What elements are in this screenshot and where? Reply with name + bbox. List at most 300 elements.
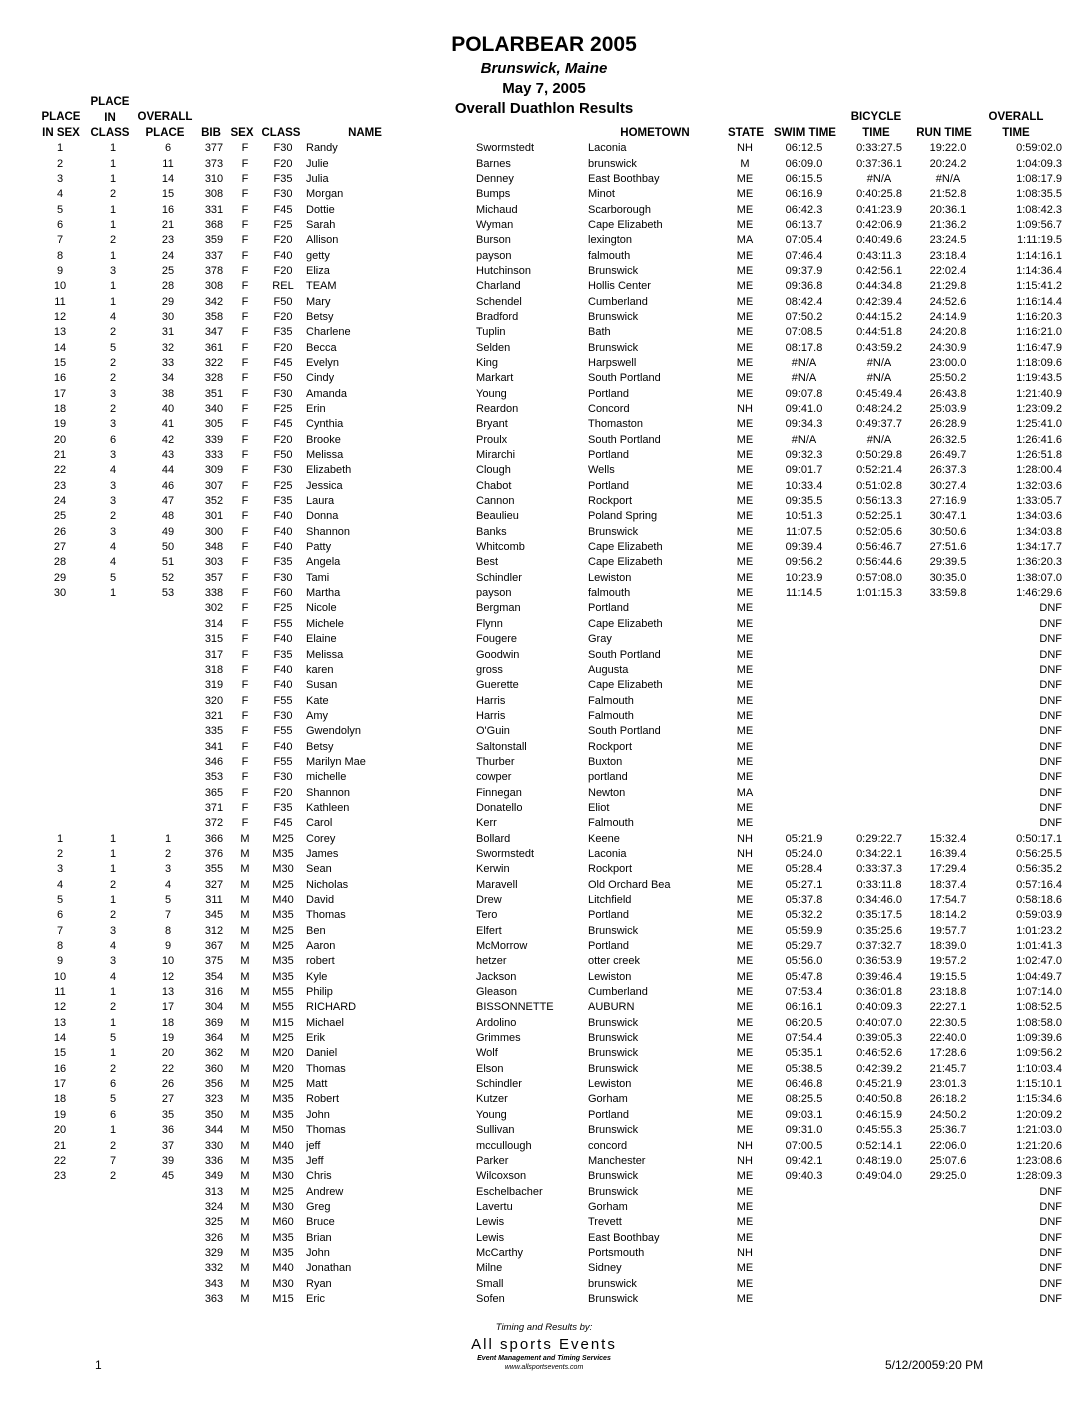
cell-bicycle-time: 0:44:15.2 [856,310,902,323]
cell-last-name: Saltonstall [476,740,527,753]
cell-first-name: Ben [306,924,326,937]
cell-state: NH [737,142,753,155]
cell-class: F55 [273,617,293,630]
cell-class: M35 [272,1108,294,1121]
table-row [32,1000,1062,1015]
cell-place-in-sex [32,1215,88,1230]
cell-overall-place: 22 [161,1062,175,1075]
cell-bib: 317 [204,648,224,661]
cell-first-name: David [306,894,335,907]
cell-run-time: 25:50.2 [929,372,967,385]
cell-last-name: Kerr [476,817,497,830]
cell-bib: 340 [204,403,224,416]
cell-last-name: Best [476,556,499,569]
cell-bib: 345 [204,909,224,922]
cell-overall-time: 1:04:49.7 [1016,970,1062,983]
cell-last-name: Ardolino [476,1016,517,1029]
cell-bib: 304 [204,1001,224,1014]
cell-run-time [916,1276,980,1291]
cell-bib: 315 [204,633,224,646]
cell-swim-time: 08:17.8 [785,341,823,354]
cell-overall-time: 1:21:40.9 [1016,387,1062,400]
cell-swim-time: 07:00.5 [785,1139,823,1152]
table-row [32,1184,1062,1199]
cell-sex: F [241,403,249,416]
cell-overall-time: 1:08:17.9 [1016,172,1062,185]
cell-last-name: BISSONNETTE [476,1001,554,1014]
table-row [32,908,1062,923]
cell-place-in-sex: 20 [53,1124,67,1137]
cell-overall-place [138,739,198,754]
cell-bib: 319 [204,679,224,692]
cell-place-in-class [88,693,138,708]
cell-place-in-sex: 23 [53,479,67,492]
cell-place-in-class: 1 [109,218,117,231]
cell-overall-place: 38 [161,387,175,400]
cell-swim-time: 08:42.4 [785,295,823,308]
cell-bib: 332 [204,1262,224,1275]
table-row [32,970,1062,985]
cell-class: F20 [273,341,293,354]
cell-swim-time: 07:53.4 [785,986,823,999]
cell-place-in-class: 4 [109,541,117,554]
cell-bicycle-time: 0:40:09.3 [856,1001,902,1014]
cell-class: F25 [273,218,293,231]
cell-overall-time: DNF [1039,633,1062,646]
col-bicycle-time [842,110,910,141]
cell-sex: F [241,157,249,170]
cell-overall-place: 53 [161,587,175,600]
cell-hometown: Minot [588,188,615,201]
cell-run-time: 26:18.2 [929,1093,967,1106]
cell-state: NH [737,1246,753,1259]
cell-class: M40 [272,894,294,907]
cell-place-in-class [88,632,138,647]
cell-hometown: Cape Elizabeth [588,556,663,569]
cell-first-name: Randy [306,142,338,155]
cell-class: F40 [273,510,293,523]
cell-class: REL [272,280,294,293]
cell-sex: F [241,755,249,768]
cell-state: ME [736,740,754,753]
cell-last-name: Charland [476,280,521,293]
cell-last-name: Markart [476,372,514,385]
cell-place-in-sex [32,755,88,770]
cell-sex: F [241,525,249,538]
table-row [32,387,1062,402]
cell-bicycle-time: 0:52:05.6 [856,525,902,538]
cell-place-in-class [88,1215,138,1230]
cell-state: ME [736,1062,754,1075]
cell-swim-time: 09:40.3 [785,1170,823,1183]
cell-first-name: Thomas [306,1062,346,1075]
cell-place-in-class: 1 [109,832,117,845]
cell-run-time: 22:06.0 [929,1139,967,1152]
cell-swim-time: 06:15.5 [785,172,823,185]
cell-place-in-class [88,1276,138,1291]
cell-state: ME [736,218,754,231]
cell-class: F30 [273,571,293,584]
cell-last-name: Bryant [476,418,508,431]
cell-class: M35 [272,1246,294,1259]
cell-class: F30 [273,188,293,201]
cell-run-time: 20:24.2 [929,157,967,170]
cell-run-time: 22:27.1 [929,1001,967,1014]
cell-bicycle-time [842,1215,916,1230]
cell-bicycle-time: 0:40:07.0 [856,1016,902,1029]
col-run-time: RUN TIME [916,127,972,139]
table-row [32,433,1062,448]
cell-run-time [916,1261,980,1276]
cell-sex: M [240,1216,250,1229]
cell-overall-place: 28 [161,280,175,293]
cell-place-in-class: 2 [109,326,117,339]
cell-place-in-sex [32,1184,88,1199]
cell-state: ME [736,648,754,661]
cell-state: ME [736,986,754,999]
cell-sex: F [241,740,249,753]
cell-overall-time: DNF [1039,1231,1062,1244]
cell-overall-time: 1:15:10.1 [1016,1078,1062,1091]
cell-class: F30 [273,142,293,155]
cell-last-name: Sullivan [476,1124,515,1137]
cell-hometown: Brunswick [588,924,639,937]
cell-swim-time: #N/A [791,356,817,369]
table-row [32,1062,1062,1077]
cell-place-in-class [88,601,138,616]
cell-place-in-class: 1 [109,142,117,155]
cell-last-name: Elson [476,1062,504,1075]
cell-first-name: Tami [306,571,330,584]
col-sex: SEX [230,127,254,139]
cell-bib: 355 [204,863,224,876]
cell-first-name: Nicholas [306,878,349,891]
cell-sex: F [241,587,249,600]
cell-class: M60 [272,1216,294,1229]
cell-bib: 336 [204,1154,224,1167]
cell-run-time: 21:29.8 [929,280,967,293]
cell-bicycle-time: #N/A [866,172,892,185]
cell-bib: 378 [204,264,224,277]
cell-overall-time: 1:21:20.6 [1016,1139,1062,1152]
cell-place-in-sex: 14 [53,341,67,354]
cell-state: ME [736,1032,754,1045]
cell-class: F30 [273,464,293,477]
cell-state: ME [736,1231,754,1244]
cell-bicycle-time: 0:42:06.9 [856,218,902,231]
col-bicycle-time-label: BICYCLE TIME [850,111,902,139]
cell-hometown: Laconia [588,142,627,155]
cell-bib: 335 [204,725,224,738]
cell-last-name: Beaulieu [476,510,519,523]
cell-bib: 362 [204,1047,224,1060]
cell-place-in-class: 4 [109,556,117,569]
table-row [32,325,1062,340]
cell-overall-place: 33 [161,356,175,369]
cell-class: F40 [273,663,293,676]
cell-overall-place: 2 [164,847,172,860]
cell-run-time [916,816,980,831]
cell-state: ME [736,1093,754,1106]
cell-class: F35 [273,495,293,508]
cell-overall-place: 24 [161,249,175,262]
cell-sex: F [241,449,249,462]
cell-overall-time: 1:34:03.6 [1016,510,1062,523]
cell-place-in-sex: 30 [53,587,67,600]
cell-first-name: Cynthia [306,418,344,431]
table-row [32,463,1062,478]
table-row [32,1154,1062,1169]
cell-hometown: AUBURN [588,1001,635,1014]
table-row [32,878,1062,893]
cell-place-in-class: 4 [109,310,117,323]
table-row [32,1292,1062,1307]
cell-state: ME [736,602,754,615]
table-row [32,954,1062,969]
cell-sex: F [241,633,249,646]
cell-bicycle-time [842,724,916,739]
cell-swim-time: 06:09.0 [785,157,823,170]
cell-place-in-class: 3 [109,264,117,277]
table-row [32,724,1062,739]
cell-hometown: Litchfield [588,894,632,907]
table-row [32,647,1062,662]
cell-overall-place: 49 [161,525,175,538]
cell-swim-time: 07:05.4 [785,234,823,247]
cell-place-in-class: 1 [109,1047,117,1060]
cell-first-name: Laura [306,495,335,508]
cell-bicycle-time [842,1276,916,1291]
cell-state: ME [736,356,754,369]
cell-hometown: Portland [588,940,629,953]
table-row [32,847,1062,862]
cell-sex: M [240,970,250,983]
cell-bib: 337 [204,249,224,262]
cell-swim-time: 06:16.1 [785,1001,823,1014]
cell-run-time: 27:51.6 [929,541,967,554]
cell-run-time: #N/A [935,172,961,185]
cell-swim-time: 07:08.5 [785,326,823,339]
cell-first-name: Erik [306,1032,325,1045]
cell-swim-time [766,1246,842,1261]
cell-overall-place: 1 [164,832,172,845]
cell-sex: F [241,817,249,830]
cell-place-in-class [88,755,138,770]
cell-bicycle-time: 0:43:59.2 [856,341,902,354]
cell-last-name: Reardon [476,403,519,416]
table-row [32,770,1062,785]
cell-swim-time: 11:14.5 [786,587,822,600]
cell-place-in-class: 1 [109,894,117,907]
cell-class: F50 [273,372,293,385]
cell-last-name: Mirarchi [476,449,516,462]
cell-bicycle-time: 0:56:44.6 [856,556,902,569]
cell-sex: F [241,218,249,231]
cell-bicycle-time [842,1184,916,1199]
cell-overall-time: 1:33:05.7 [1016,495,1062,508]
cell-run-time: 30:35.0 [929,571,967,584]
cell-place-in-sex: 4 [56,878,64,891]
cell-run-time: 22:30.5 [929,1016,967,1029]
cell-overall-time: 1:32:03.6 [1016,479,1062,492]
cell-class: F55 [273,755,293,768]
cell-hometown: Brunswick [588,264,639,277]
cell-run-time [916,1292,980,1307]
cell-bicycle-time: 0:50:29.8 [856,449,902,462]
cell-run-time: 19:57.7 [929,924,967,937]
cell-state: ME [736,1016,754,1029]
cell-class: F55 [273,725,293,738]
cell-place-in-sex: 29 [53,571,67,584]
cell-state: ME [736,188,754,201]
cell-place-in-class: 2 [109,403,117,416]
cell-bib: 310 [204,172,224,185]
cell-class: F25 [273,602,293,615]
cell-bib: 371 [204,801,224,814]
cell-overall-place [138,755,198,770]
cell-overall-place: 21 [161,218,175,231]
cell-place-in-class: 6 [109,433,117,446]
cell-overall-place [138,1292,198,1307]
cell-bib: 314 [204,617,224,630]
cell-first-name: Susan [306,679,338,692]
cell-swim-time: 10:51.3 [785,510,823,523]
cell-first-name: Mary [306,295,331,308]
cell-hometown: Rockport [588,740,633,753]
cell-state: ME [736,694,754,707]
table-row [32,862,1062,877]
cell-overall-place: 13 [161,986,175,999]
cell-overall-time: 1:26:51.8 [1016,449,1062,462]
cell-place-in-sex: 1 [56,142,64,155]
cell-bicycle-time: 0:34:22.1 [856,847,902,860]
cell-overall-time: 0:59:03.9 [1016,909,1062,922]
cell-run-time [916,1230,980,1245]
cell-run-time [916,770,980,785]
cell-run-time: 24:50.2 [929,1108,967,1121]
event-date: May 7, 2005 [502,80,586,97]
cell-overall-time: DNF [1039,1185,1062,1198]
cell-run-time: 26:37.3 [929,464,967,477]
cell-first-name: Julia [306,172,329,185]
cell-overall-place: 44 [161,464,175,477]
cell-bicycle-time: 0:48:19.0 [856,1154,902,1167]
cell-run-time [916,601,980,616]
cell-run-time: 19:22.0 [929,142,967,155]
cell-overall-time: DNF [1039,740,1062,753]
cell-class: M35 [272,955,294,968]
cell-overall-time: 1:10:03.4 [1016,1062,1062,1075]
cell-place-in-sex: 6 [56,909,64,922]
cell-bicycle-time: 0:40:49.6 [856,234,902,247]
cell-place-in-sex: 19 [53,418,67,431]
cell-sex: F [241,786,249,799]
cell-hometown: portland [588,771,628,784]
cell-hometown: Gray [588,633,612,646]
cell-last-name: McMorrow [476,940,528,953]
cell-swim-time: 05:27.1 [785,878,823,891]
cell-swim-time [766,816,842,831]
cell-swim-time [766,724,842,739]
cell-last-name: Hutchinson [476,264,532,277]
cell-place-in-class: 2 [109,1001,117,1014]
cell-class: M25 [272,940,294,953]
table-row [32,739,1062,754]
cell-sex: M [240,1078,250,1091]
cell-bicycle-time: 0:37:36.1 [856,157,902,170]
cell-run-time [916,709,980,724]
cell-overall-place: 29 [161,295,175,308]
cell-first-name: Morgan [306,188,344,201]
cell-state: ME [736,341,754,354]
cell-sex: F [241,694,249,707]
cell-overall-time: 1:20:09.2 [1016,1108,1062,1121]
cell-sex: F [241,234,249,247]
cell-first-name: Kate [306,694,329,707]
cell-state: ME [736,372,754,385]
cell-place-in-class [88,1230,138,1245]
cell-overall-place [138,1276,198,1291]
cell-hometown: Lewiston [588,571,632,584]
table-row [32,494,1062,509]
cell-class: F45 [273,203,293,216]
cell-place-in-class [88,739,138,754]
cell-state: ME [736,1047,754,1060]
cell-hometown: Trevett [588,1216,622,1229]
cell-first-name: Jessica [306,479,343,492]
cell-bicycle-time [842,709,916,724]
cell-hometown: Brunswick [588,1170,639,1183]
cell-state: ME [736,1262,754,1275]
cell-place-in-sex: 3 [56,863,64,876]
cell-last-name: Eschelbacher [476,1185,543,1198]
cell-state: ME [736,617,754,630]
cell-overall-time: 1:26:41.6 [1016,433,1062,446]
cell-class: M50 [272,1124,294,1137]
table-row [32,402,1062,417]
cell-overall-time: 1:16:14.4 [1016,295,1062,308]
cell-class: M30 [272,1200,294,1213]
cell-last-name: Denney [476,172,514,185]
cell-place-in-sex: 26 [53,525,67,538]
cell-run-time [916,617,980,632]
cell-first-name: Betsy [306,740,334,753]
cell-swim-time: 05:29.7 [785,940,823,953]
cell-bicycle-time: 0:45:49.4 [856,387,902,400]
cell-sex: M [240,894,250,907]
cell-bib: 300 [204,525,224,538]
cell-run-time: 22:40.0 [929,1032,967,1045]
cell-run-time: 27:16.9 [929,495,967,508]
cell-state: ME [736,970,754,983]
cell-hometown: Brunswick [588,1185,639,1198]
cell-hometown: Augusta [588,663,629,676]
cell-hometown: Concord [588,403,630,416]
cell-place-in-sex: 15 [53,1047,67,1060]
cell-state: ME [736,556,754,569]
cell-bicycle-time: 0:34:46.0 [856,894,902,907]
cell-place-in-class [88,1292,138,1307]
cell-class: M15 [272,1016,294,1029]
cell-overall-time: 0:50:17.1 [1016,832,1062,845]
cell-bib: 301 [204,510,224,523]
table-row [32,693,1062,708]
cell-last-name: Elfert [476,924,502,937]
cell-state: ME [736,571,754,584]
cell-class: M40 [272,1262,294,1275]
cell-bicycle-time: 1:01:15.3 [856,587,902,600]
company-name: All sports Events [471,1336,617,1353]
